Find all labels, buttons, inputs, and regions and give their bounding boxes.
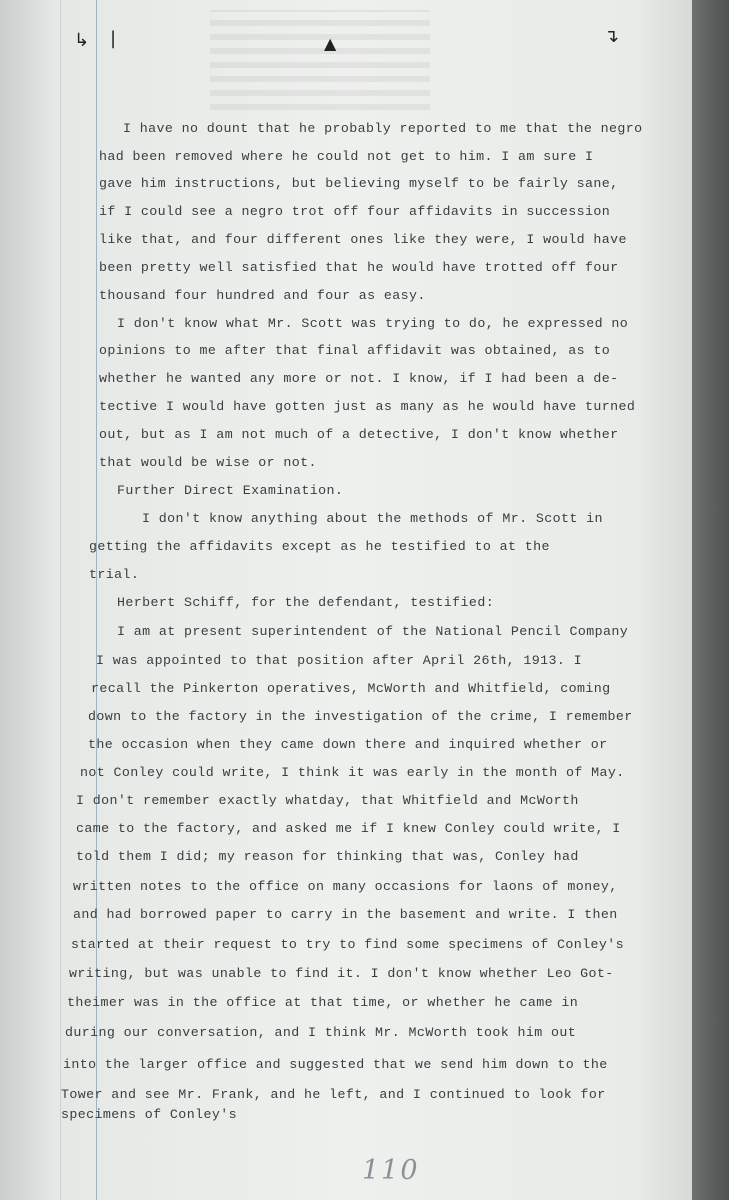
section-heading: Further Direct Examination.: [117, 483, 344, 498]
text-line: I am at present superintendent of the National Pencil Company: [117, 624, 629, 639]
text-line: not Conley could write, I think it was early in the month of May.: [80, 765, 625, 780]
text-line: into the larger office and suggested that we send him down to the: [63, 1057, 608, 1072]
text-line: I don't know anything about the methods of Mr. Scott in: [142, 511, 603, 526]
text-line: been pretty well satisfied that he would have trotted off four: [99, 260, 619, 275]
text-line: theimer was in the office at that time, or whether he came in: [67, 995, 579, 1010]
binding-hole-mark-right: ↴: [604, 26, 620, 47]
text-line: Tower and see Mr. Frank, and he left, and I continued to look for: [61, 1087, 606, 1102]
text-line: that would be wise or not.: [99, 455, 317, 470]
witness-heading: Herbert Schiff, for the defendant, testified:: [117, 595, 495, 610]
text-line: opinions to me after that final affidavit was obtained, as to: [99, 343, 611, 358]
text-line: thousand four hundred and four as easy.: [99, 288, 426, 303]
text-line: gave him instructions, but believing myself to be fairly sane,: [99, 176, 619, 191]
text-line: like that, and four different ones like they were, I would have: [99, 232, 627, 247]
show-through-print: [210, 10, 430, 110]
text-line: started at their request to try to find some specimens of Conley's: [71, 937, 625, 952]
binding-tick-mark: |: [110, 28, 117, 49]
text-line: during our conversation, and I think Mr. McWorth took him out: [65, 1025, 577, 1040]
text-line: I don't remember exactly whatday, that Whitfield and McWorth: [76, 793, 579, 808]
text-line: told them I did; my reason for thinking that was, Conley had: [76, 849, 579, 864]
text-line: writing, but was unable to find it. I don't know whether Leo Got-: [69, 966, 614, 981]
text-line: had been removed where he could not get to him. I am sure I: [99, 149, 594, 164]
faint-margin-rule: [60, 0, 61, 1200]
text-line: and had borrowed paper to carry in the basement and write. I then: [73, 907, 618, 922]
binding-hole-mark-center: ▲: [324, 34, 337, 53]
background-surface: [692, 0, 729, 1200]
margin-rule: [96, 0, 97, 1200]
text-line: recall the Pinkerton operatives, McWorth and Whitfield, coming: [91, 681, 611, 696]
binding-hole-mark-left: ↳: [74, 30, 90, 51]
text-line: getting the affidavits except as he testified to at the: [89, 539, 550, 554]
text-line: I don't know what Mr. Scott was trying to do, he expressed no: [117, 316, 629, 331]
text-line: tective I would have gotten just as many as he would have turned: [99, 399, 636, 414]
text-line: written notes to the office on many occasions for laons of money,: [73, 879, 618, 894]
text-line: out, but as I am not much of a detective, I don't know whether: [99, 427, 619, 442]
text-line: trial.: [89, 567, 140, 582]
text-line: I was appointed to that position after April 26th, 1913. I: [96, 653, 583, 668]
text-line: the occasion when they came down there and inquired whether or: [88, 737, 608, 752]
text-line: specimens of Conley's: [61, 1107, 237, 1122]
text-line: I have no dount that he probably reported to me that the negro: [123, 121, 643, 136]
text-line: if I could see a negro trot off four affidavits in succession: [99, 204, 611, 219]
text-line: whether he wanted any more or not. I know, if I had been a de-: [99, 371, 619, 386]
text-line: down to the factory in the investigation of the crime, I remember: [88, 709, 633, 724]
handwritten-page-number: 110: [362, 1155, 420, 1186]
text-line: came to the factory, and asked me if I knew Conley could write, I: [76, 821, 621, 836]
